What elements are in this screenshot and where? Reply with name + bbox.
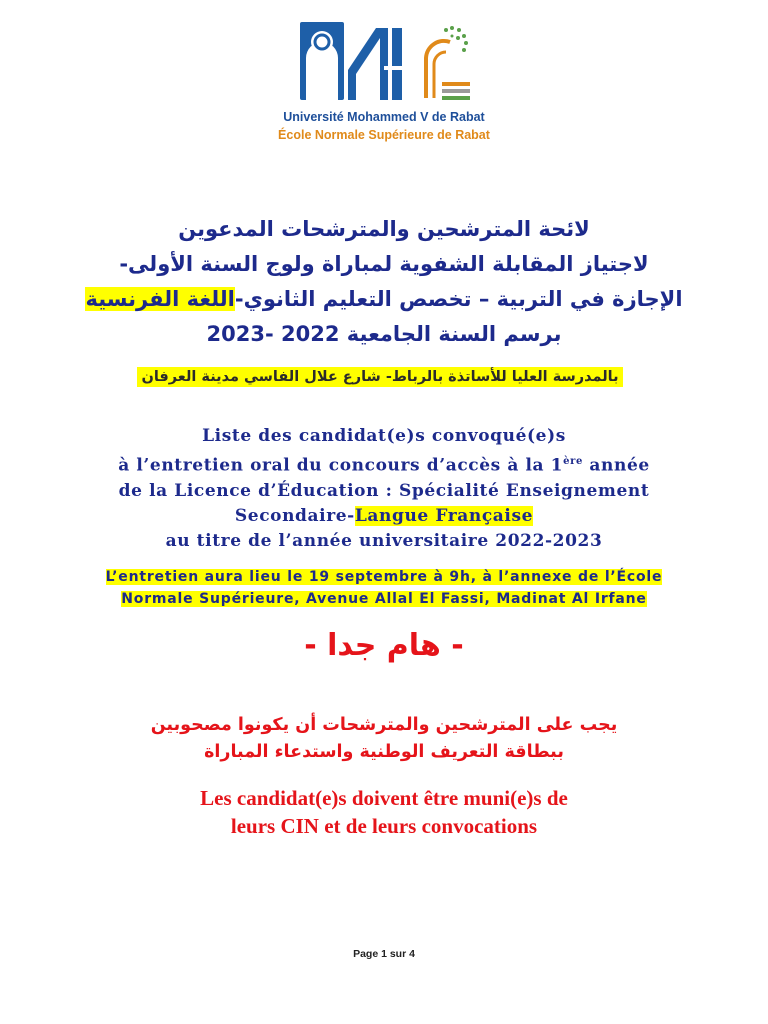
french-title-line-4 <box>20 504 748 529</box>
interview-notice-line-2 <box>20 588 748 610</box>
important-heading: - هام جدا - <box>304 628 464 663</box>
french-title-line-1: Liste des candidat(e)s convoqué(e)s <box>202 426 566 446</box>
arabic-title-line-3-prefix: الإجازة في التربية – تخصص التعليم الثانوي- <box>234 287 683 311</box>
arabic-location <box>120 369 640 385</box>
french-title-speciality: Langue Française <box>354 505 534 526</box>
interview-notice-line-2-text: Normale Supérieure, Avenue Allal El Fassi, Madinat Al Irfane <box>121 591 647 607</box>
interview-notice-line-1 <box>20 566 748 588</box>
arabic-title-line-4: برسم السنة الجامعية 2022 -2023 <box>206 322 562 346</box>
french-warning-line-1: Les candidat(e)s doivent être muni(e)s de <box>200 786 568 810</box>
arabic-warning <box>100 712 668 766</box>
arabic-title <box>60 212 708 352</box>
arabic-title-line-2: لاجتياز المقابلة الشفوية لمباراة ولوج السنة الأولى- <box>119 252 649 276</box>
interview-notice-line-1-text: L’entretien aura lieu le 19 septembre à 9h, à l’annexe de l’École <box>105 569 663 585</box>
french-title-line-3: de la Licence d’Éducation : Spécialité Enseignement <box>118 480 650 501</box>
french-title-line-2-suffix: année <box>582 455 650 476</box>
arabic-location-text: بالمدرسة العليا للأساتذة بالرباط- شارع علال الفاسي مدينة العرفان <box>137 367 622 387</box>
french-title-superscript: ère <box>563 456 583 467</box>
school-name: École Normale Supérieure de Rabat <box>278 128 490 142</box>
interview-notice <box>20 566 748 610</box>
arabic-title-line-3 <box>60 282 708 317</box>
french-title <box>20 424 748 554</box>
university-name: Université Mohammed V de Rabat <box>283 110 485 124</box>
arabic-warning-line-2: ببطاقة التعريف الوطنية واستدعاء المباراة <box>204 742 564 762</box>
french-title-line-5: au titre de l’année universitaire 2022-2023 <box>165 530 603 551</box>
french-title-line-2 <box>20 449 748 479</box>
french-title-line-2-prefix: à l’entretien oral du concours d’accès à la 1 <box>118 455 564 476</box>
arabic-title-line-1: لائحة المترشحين والمترشحات المدعوين <box>178 217 590 241</box>
french-warning-line-2: leurs CIN et de leurs convocations <box>230 814 538 838</box>
page-number: Page 1 sur 4 <box>353 948 415 960</box>
arabic-title-speciality: اللغة الفرنسية <box>85 287 235 311</box>
french-title-line-4-prefix: Secondaire- <box>234 505 355 526</box>
french-warning <box>80 784 688 840</box>
arabic-warning-line-1: يجب على المترشحين والمترشحات أن يكونوا مصحوبين <box>150 715 618 735</box>
university-logo <box>296 18 476 108</box>
